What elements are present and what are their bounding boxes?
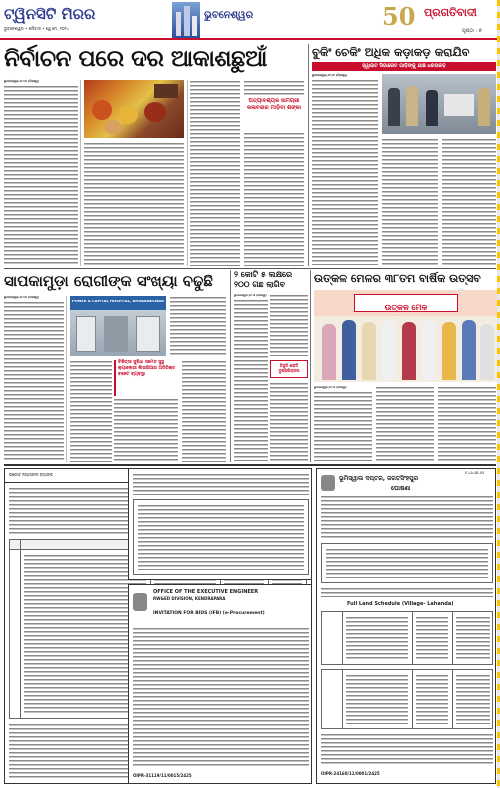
tender-title: INVITATION FOR BIDS (IFB) (e-Procurement): [153, 611, 265, 616]
land-footer: OIPR-24160/11/0001/2425: [321, 771, 380, 776]
article-snakebite-col3: [114, 398, 178, 462]
headline-eggs-line1: ୨ କୋଟି ୫ ଲକ୍ଷରେ: [234, 270, 293, 279]
booking-subhead: ହ୍ୱାଇଟ ସିଗାରେଟ ଗାଡ଼ିଙ୍କୁ ଯାଞ୍ଚ ଧରପକଡ଼: [312, 62, 496, 71]
skyline-graphic: [172, 2, 200, 38]
land-closing: [321, 733, 493, 765]
land-schedule-title: Full Land Schedule (Village- Lahanda): [347, 601, 454, 607]
land-emblem-icon: [321, 475, 335, 491]
headline-fair: ଉତ୍କଳ ମେଳର ୩୮ତମ ବାର୍ଷିକ ଉତ୍ସବ: [314, 272, 481, 285]
fair-banner-text: ଉତ୍କଳ ମେଳ: [384, 303, 428, 312]
page-label: ପୃଷ୍ଠା : ୭: [462, 28, 482, 34]
dateline: ଭୁବନେଶ୍ୱର • ଶନିବାର • ୱେ୍ ମେ, ୨୦୨୪: [4, 26, 70, 31]
article-snakebite-col2: [70, 360, 112, 462]
fair-event-photo: [314, 290, 498, 382]
article-snakebite-dateline: ଭୁବନେଶ୍ୱର,୧୦।୫ (ନିଜସ୍ୱ): [4, 296, 39, 299]
article-booking-dateline: ଭୁବନେଶ୍ୱର,୧୦।୫ (ନିଜସ୍ୱ): [312, 73, 347, 77]
fair-banner: [354, 294, 458, 312]
hospital-sign-text: POMER & CAPITAL HOSPITAL, BHUBANESWAR: [72, 300, 164, 303]
prices-pullquote: [244, 98, 304, 128]
article-fair-dateline: ଭୁବନେଶ୍ୱର,୧୦।୫ (ନିଜସ୍ୱ): [314, 386, 347, 389]
headline-snakebite: ସାପକାମୁଡ଼ା ରୋଗୀଙ୍କ ସଂଖ୍ୟା ବଢୁଛି: [4, 272, 213, 290]
tender-office: OFFICE OF THE EXECUTIVE ENGINEER: [153, 589, 259, 595]
police-check-photo: [382, 74, 496, 134]
eggs-callout: [270, 360, 308, 378]
tender-emblem-icon: [133, 593, 147, 611]
article-snakebite-col1: [4, 296, 64, 462]
land-table-1: [321, 543, 493, 583]
hospital-photo: [70, 296, 166, 356]
land-mid: [321, 587, 493, 597]
pnb-left-label: ପଞ୍ଜାବ ନ୍ୟାସନାଲ ବ୍ୟାଙ୍କ: [9, 472, 53, 477]
article-fair-col1: [314, 386, 372, 462]
prices-pullquote-text: ଅତ୍ୟାବଶ୍ୟକ ସାମଗ୍ରୀ କଳାବଜାର ମାଡ଼ିବା ଶଙ୍କା: [247, 98, 301, 111]
article-prices-dateline: ଭୁବନେଶ୍ୱର,୧୦।୫ (ନିଜସ୍ୱ): [4, 79, 39, 83]
tender-body: [133, 627, 309, 767]
tender-division: RW&ED DIVISION, KENDRAPARA: [153, 596, 226, 601]
tender-ad: [128, 584, 312, 784]
article-prices-col3: [190, 80, 240, 266]
article-booking-col1: [312, 74, 378, 266]
land-table-2: [321, 611, 493, 665]
headline-eggs-line2: ୨୦୦ ଗଛ ଲାଗିବ: [234, 280, 286, 289]
spice-market-photo: [84, 80, 184, 138]
land-intro: [321, 495, 493, 539]
headline-prices: ନିର୍ବାଚନ ପରେ ଦର ଆକାଶଛୁଆଁ: [4, 46, 267, 72]
eggs-callout-text: ବିଜୁଳି ଶକ୍ତି ଦୁଷ୍ପରିଚାଳନା: [278, 363, 300, 373]
tender-ad-top: [128, 468, 312, 580]
article-prices-col4: [244, 80, 304, 96]
article-prices-col2: [84, 142, 184, 266]
tender-header: [133, 589, 309, 623]
headline-booking: ବୁକିଂ ଚେକିଂ ଅଧିକ କଡ଼ାକଡ଼ କରାଯିବ: [312, 45, 470, 59]
article-eggs-col3: [270, 382, 308, 462]
article-eggs-dateline: ଭୁବନେଶ୍ୱର,୧୦।୫ (ନିଜସ୍ୱ): [234, 294, 267, 297]
supplement-title: ଟ୍ୱିନସିଟି ମିରର: [4, 5, 96, 23]
article-snakebite-col5: [182, 360, 226, 462]
anniversary-badge: [382, 2, 422, 36]
article-snakebite-col4: [170, 296, 226, 356]
snakebite-callout: [114, 360, 178, 396]
supplement-logo: [4, 4, 112, 36]
land-table-3: [321, 669, 493, 729]
land-title: ଭୂମିସ୍ୱାଲ ଦପ୍ତର, ଜଗତସିଂହପୁର: [339, 475, 419, 482]
article-fair-col3: [438, 386, 496, 462]
article-booking-col2: [382, 138, 438, 266]
article-eggs-col1: [234, 294, 268, 462]
land-ad: [316, 468, 496, 784]
masthead: [0, 0, 500, 40]
article-prices-col4b: [244, 132, 304, 266]
snakebite-callout-text: ଚିକିତ୍ସା ସୁବିଧା ସମେତ ସୁସ୍ଥ କ୍ୟାଲୋରୀ ଲିଭରିଆର ଅତିରିକ୍ତ ବଜେଟ ବ୍ୟବସ୍ଥା: [118, 360, 176, 377]
article-eggs-col2: [270, 294, 308, 356]
city-label: ଭୁବନେଶ୍ୱର: [204, 10, 254, 21]
land-ref: E-LA-48-05: [465, 471, 485, 475]
tender-footer: OIPR-31119/11/0015/2425: [133, 773, 192, 778]
article-fair-col2: [376, 386, 434, 462]
article-booking-col3: [442, 138, 496, 266]
anniversary-number: 50: [382, 2, 416, 31]
brand-name: ପ୍ରଗତିବାଦୀ: [424, 6, 477, 19]
land-subtitle: ଘୋଷଣା: [391, 485, 411, 492]
article-prices-col1: [4, 80, 78, 266]
